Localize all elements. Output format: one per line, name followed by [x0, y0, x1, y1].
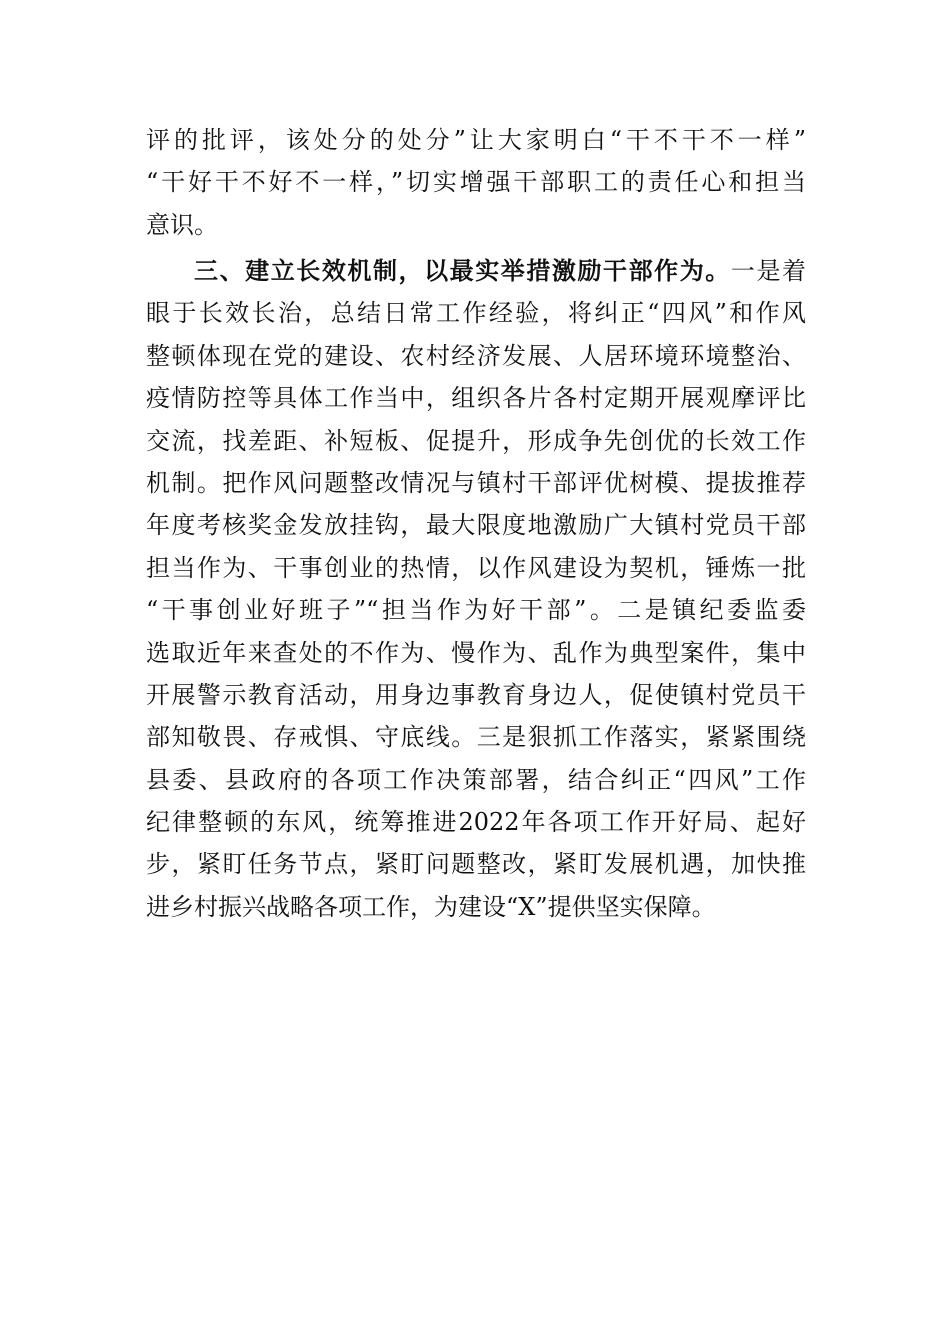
paragraph-2 [146, 250, 806, 928]
paragraph-line: 评的批评，该处分的处分”让大家明白“干不干不一样” [146, 126, 806, 154]
paragraph-line: 担当作为、干事创业的热情，以作风建设为契机，锤炼一批 [146, 553, 806, 582]
section-heading: 三、建立长效机制，以最实举措激励干部作为。 [194, 257, 731, 285]
paragraph-line: 进乡村振兴战略各项工作，为建设“X”提供坚实保障。 [146, 892, 716, 921]
paragraph-line: 意识。 [146, 210, 218, 239]
paragraph-line-rest: 一是着 [730, 257, 807, 285]
paragraph-line: 眼于长效长治，总结日常工作经验，将纠正“四风”和作风 [146, 299, 806, 328]
paragraph-line: 年度考核奖金发放挂钩，最大限度地激励广大镇村党员干部 [146, 511, 806, 540]
paragraph-first-line [146, 250, 806, 292]
paragraph-1 [146, 119, 806, 246]
paragraph-line: 交流，找差距、补短板、促提升，形成争先创优的长效工作 [146, 426, 806, 455]
paragraph-line: 县委、县政府的各项工作决策部署，结合纠正“四风”工作 [146, 765, 806, 794]
paragraph-line: “干好干不好不一样，”切实增强干部职工的责任心和担当 [146, 168, 806, 197]
paragraph-line: “干事创业好班子”“担当作为好干部”。二是镇纪委监委 [146, 596, 806, 625]
paragraph-line: 纪律整顿的东风，统筹推进2022年各项工作开好局、起好 [146, 808, 806, 837]
paragraph-line: 机制。把作风问题整改情况与镇村干部评优树模、提拔推荐 [146, 468, 806, 497]
paragraph-line: 开展警示教育活动，用身边事教育身边人，促使镇村党员干 [146, 680, 806, 709]
paragraph-line: 部知敬畏、存戒惧、守底线。三是狠抓工作落实，紧紧围绕 [146, 723, 806, 752]
paragraph-line: 步，紧盯任务节点，紧盯问题整改，紧盯发展机遇，加快推 [146, 850, 806, 879]
paragraph-line: 疫情防控等具体工作当中，组织各片各村定期开展观摩评比 [146, 384, 806, 413]
paragraph-line: 选取近年来查处的不作为、慢作为、乱作为典型案件，集中 [146, 638, 806, 667]
paragraph-line: 整顿体现在党的建设、农村经济发展、人居环境环境整治、 [146, 341, 806, 370]
